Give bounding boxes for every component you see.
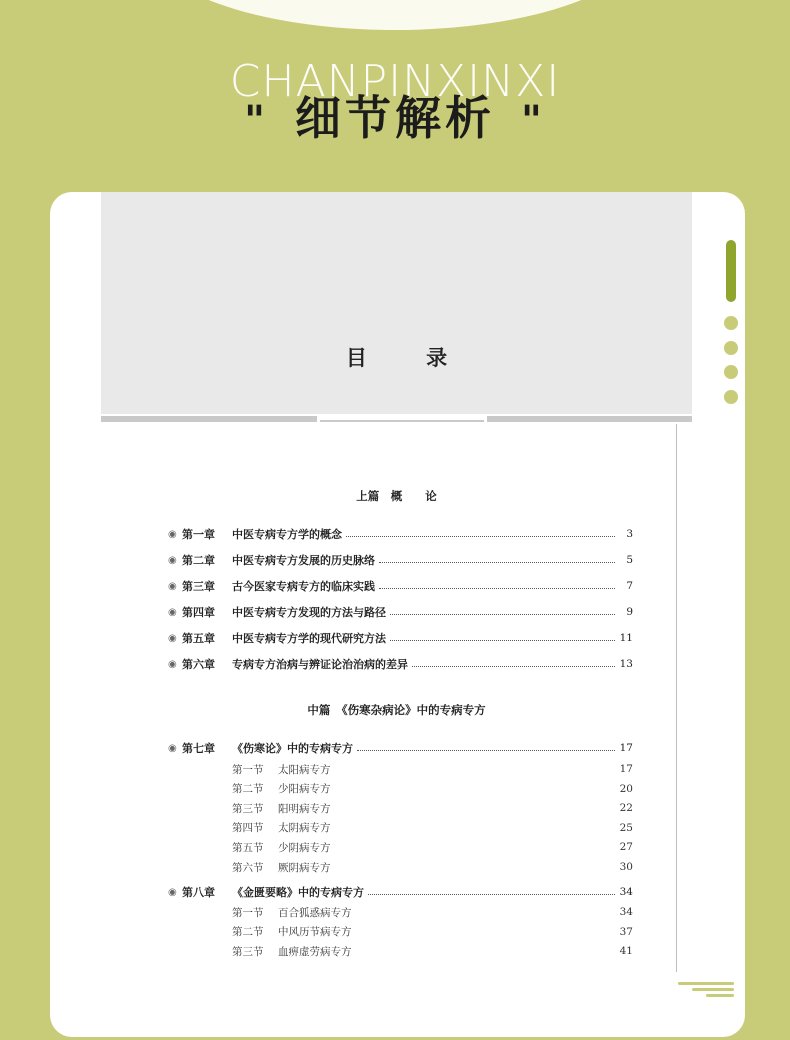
page-number: 13 (619, 658, 633, 670)
scroll-indicator-active[interactable] (726, 240, 736, 302)
page-number: 25 (619, 821, 633, 834)
leader-dots (390, 640, 615, 641)
quote-open: " (244, 98, 269, 144)
toc-section-row[interactable] (232, 761, 633, 777)
section-title: 血痹虚劳病专方 (278, 945, 352, 958)
chapter-title: 中医专病专方发展的历史脉络 (232, 554, 375, 567)
page-number: 9 (626, 606, 633, 618)
section-title: 太阴病专方 (278, 822, 331, 835)
divider-bar-right (487, 416, 692, 422)
section-number: 第三节 (232, 945, 264, 958)
chapter-number: 第四章 (182, 606, 215, 619)
leader-dots (357, 750, 615, 751)
section-title: 中风历节病专方 (278, 926, 352, 939)
toc-section-row[interactable] (232, 781, 633, 797)
chapter-number: 第六章 (182, 658, 215, 671)
chapter-title: 中医专病专方发现的方法与路径 (232, 606, 386, 619)
leader-dots (379, 588, 615, 589)
chapter-title: 古今医家专病专方的临床实践 (232, 580, 375, 593)
page-number: 30 (619, 861, 633, 873)
bullet-icon: ◉ (168, 632, 177, 644)
page-number: 7 (626, 580, 633, 592)
section-title: 厥阴病专方 (278, 861, 331, 874)
divider-bar-left (101, 416, 317, 422)
quote-close: " (521, 98, 546, 144)
top-arc-decoration (145, 0, 645, 30)
toc-chapter-row[interactable] (168, 740, 633, 756)
chapter-title: 中医专病专方学的概念 (232, 528, 342, 541)
section-number: 第四节 (232, 822, 264, 835)
leader-dots (379, 562, 615, 563)
scroll-dot[interactable] (724, 316, 738, 330)
section-title: 少阴病专方 (278, 841, 331, 854)
chapter-title: 中医专病专方学的现代研究方法 (232, 632, 386, 645)
leader-dots (390, 614, 615, 615)
page-number: 34 (619, 906, 633, 918)
page-number: 37 (619, 925, 633, 938)
page-edge-line (676, 424, 677, 972)
bullet-icon: ◉ (168, 606, 177, 618)
chapter-number: 第八章 (182, 886, 215, 899)
leader-dots (412, 666, 615, 667)
toc-section-row[interactable] (232, 859, 633, 875)
page-title (0, 82, 790, 148)
section-number: 第二节 (232, 926, 264, 939)
leader-dots (368, 894, 615, 895)
page-number: 22 (619, 802, 633, 815)
toc-title: 目 录 (345, 346, 474, 370)
chapter-number: 第三章 (182, 580, 215, 593)
page-number: 5 (626, 554, 633, 566)
chapter-title: 《伤寒论》中的专病专方 (232, 742, 353, 755)
bullet-icon: ◉ (168, 554, 177, 566)
header-background-text: CHANPINXINXI (229, 56, 561, 107)
page-title-text: 细节解析 (295, 91, 495, 145)
toc-section-row[interactable] (232, 800, 633, 816)
toc-section-row[interactable] (232, 904, 633, 920)
section-title: 百合狐惑病专方 (278, 906, 352, 919)
toc-section-row[interactable] (232, 943, 633, 959)
toc-section-row[interactable] (232, 924, 633, 940)
chapter-number: 第一章 (182, 528, 215, 541)
toc-chapter-row[interactable] (168, 884, 633, 900)
section-number: 第三节 (232, 802, 264, 815)
scroll-dot[interactable] (724, 390, 738, 404)
page-number: 27 (619, 841, 633, 854)
toc-chapter-row[interactable] (168, 578, 633, 594)
page-number: 20 (619, 782, 633, 795)
toc-chapter-row[interactable] (168, 526, 633, 542)
section-title: 少阳病专方 (278, 783, 331, 796)
toc-header-panel (101, 192, 692, 414)
chapter-number: 第七章 (182, 742, 215, 755)
section-title: 阳明病专方 (278, 802, 331, 815)
page-number: 17 (619, 742, 633, 754)
bullet-icon: ◉ (168, 742, 177, 754)
toc-chapter-row[interactable] (168, 604, 633, 620)
section-number: 第一节 (232, 906, 264, 919)
chapter-title: 《金匮要略》中的专病专方 (232, 886, 364, 899)
divider-bar-middle (320, 420, 484, 422)
page-number: 34 (619, 886, 633, 898)
content-card (50, 192, 745, 1037)
section-number: 第二节 (232, 783, 264, 796)
section-number: 第一节 (232, 763, 264, 776)
page-number: 11 (619, 632, 633, 644)
chapter-title: 专病专方治病与辨证论治治病的差异 (232, 658, 408, 671)
bullet-icon: ◉ (168, 658, 177, 670)
bullet-icon: ◉ (168, 528, 177, 540)
leader-dots (346, 536, 615, 537)
part2-heading: 中篇 《伤寒杂病论》中的专病专方 (307, 703, 486, 717)
section-number: 第五节 (232, 841, 264, 854)
toc-chapter-row[interactable] (168, 630, 633, 646)
section-title: 太阳病专方 (278, 763, 331, 776)
chapter-number: 第二章 (182, 554, 215, 567)
page-number: 41 (619, 945, 633, 958)
toc-section-row[interactable] (232, 820, 633, 836)
page-number: 3 (626, 528, 633, 540)
bullet-icon: ◉ (168, 886, 177, 898)
section-number: 第六节 (232, 861, 264, 874)
scroll-dot[interactable] (724, 365, 738, 379)
toc-chapter-row[interactable] (168, 656, 633, 672)
part1-heading: 上篇 概 论 (356, 489, 437, 503)
bullet-icon: ◉ (168, 580, 177, 592)
page-number: 17 (619, 763, 633, 775)
chapter-number: 第五章 (182, 632, 215, 645)
scroll-dot[interactable] (724, 341, 738, 355)
toc-section-row[interactable] (232, 839, 633, 855)
toc-chapter-row[interactable] (168, 552, 633, 568)
